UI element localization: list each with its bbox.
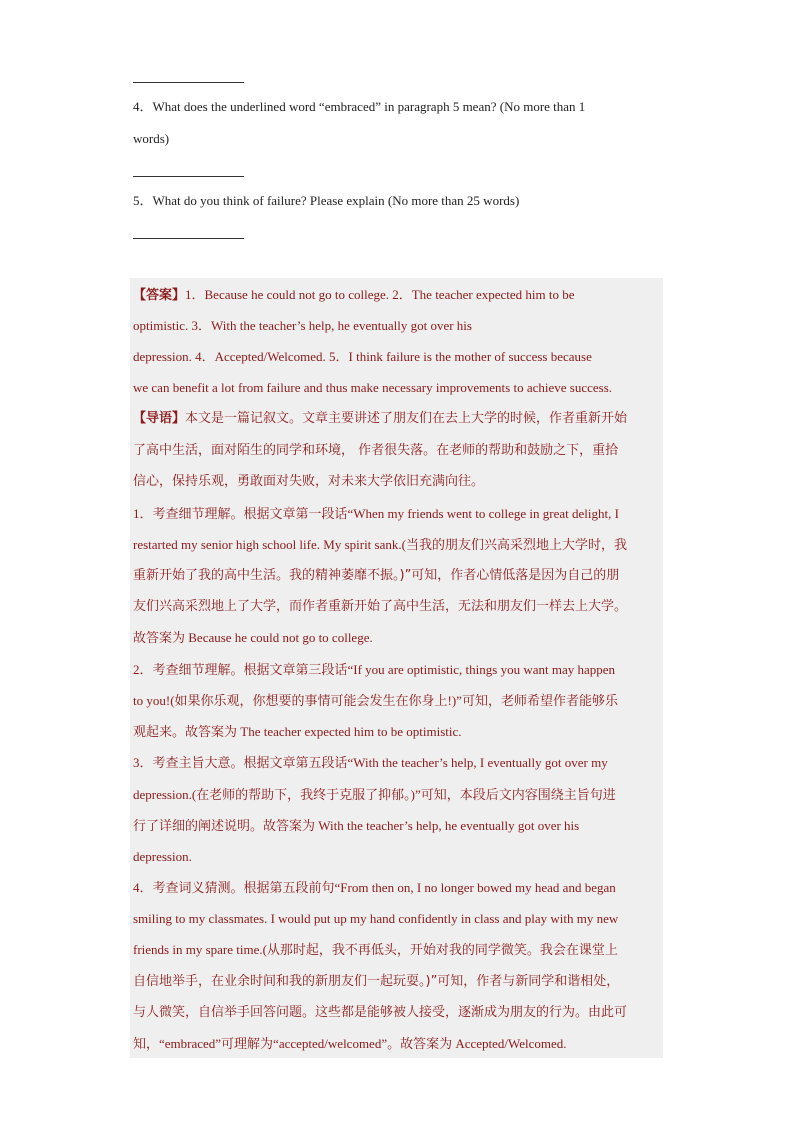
guide-line-1: 【导语】本文是一篇记叙文。文章主要讲述了朋友们在去上大学的时候，作者重新开始 (133, 411, 628, 426)
explanation-2-line-2: to you!(如果你乐观，你想要的事情可能会发生在你身上!)”可知，老师希望作者能够乐 (133, 693, 618, 708)
explanation-2-line-3: 观起来。故答案为 The teacher expected him to be optimistic. (133, 724, 462, 739)
explanation-1-line-5: 故答案为 Because he could not go to college. (133, 630, 373, 645)
explanation-2-line-1: 2．考查细节理解。根据文章第三段话“If you are optimistic, things you want may happen (133, 662, 616, 677)
explanation-3-line-2: depression.(在老师的帮助下，我终于克服了抑郁。)”可知，本段后文内容围绕主旨句进 (133, 787, 616, 802)
answer-tag: 【答案】 (133, 288, 186, 303)
explanation-4-line-3: friends in my spare time.(从那时起，我不再低头，开始对我的同学微笑。我会在课堂上 (133, 942, 618, 957)
answer-line-4: we can benefit a lot from failure and thus make necessary improvements to achieve success. (133, 380, 613, 395)
guide-line-3: 信心，保持乐观，勇敢面对失败，对未来大学依旧充满向往。 (133, 474, 485, 489)
explanation-4-line-2: smiling to my classmates. I would put up my hand confidently in class and play with my new (133, 911, 619, 926)
answer-blank-line-5 (133, 238, 244, 239)
answer-blank-line-4 (133, 176, 244, 177)
question-4-text: 4．What does the underlined word “embraced” in paragraph 5 mean? (No more than 1 (133, 99, 586, 114)
answer-line-3: depression. 4．Accepted/Welcomed. 5．I think failure is the mother of success because (133, 349, 592, 364)
explanation-3-line-1: 3．考查主旨大意。根据文章第五段话“With the teacher’s help, I eventually got over my (133, 755, 608, 770)
explanation-4-line-4: 自信地举手，在业余时间和我的新朋友们一起玩耍。)”可知，作者与新同学和谐相处， (133, 974, 620, 989)
question-5-text: 5．What do you think of failure? Please explain (No more than 25 words) (133, 193, 520, 208)
answer-line-1: 【答案】1．Because he could not go to college. 2．The teacher expected him to be (133, 287, 575, 303)
explanation-1-line-1: 1．考查细节理解。根据文章第一段话“When my friends went to college in great delight, I (133, 506, 619, 521)
explanation-3-line-4: depression. (133, 849, 192, 864)
guide-line-2: 了高中生活，面对陌生的同学和环境， 作者很失落。在老师的帮助和鼓励之下，重拾 (133, 443, 619, 458)
explanation-1-line-3: 重新开始了我的高中生活。我的精神萎靡不振。)”可知，作者心情低落是因为自己的朋 (133, 568, 620, 583)
explanation-1-line-2: restarted my senior high school life. My spirit sank.(当我的朋友们兴高采烈地上大学时，我 (133, 537, 627, 552)
explanation-1-line-4: 友们兴高采烈地上了大学，而作者重新开始了高中生活，无法和朋友们一样去上大学。 (133, 599, 628, 614)
explanation-4-line-5: 与人微笑，自信举手回答问题。这些都是能够被人接受，逐渐成为朋友的行为。由此可 (133, 1005, 628, 1020)
explanation-4-line-1: 4．考查词义猜测。根据第五段前句“From then on, I no longer bowed my head and began (133, 880, 616, 895)
guide-tag: 【导语】 (133, 411, 186, 426)
explanation-4-line-6: 知，“embraced”可理解为“accepted/welcomed”。故答案为 Accepted/Welcomed. (133, 1036, 567, 1051)
question-4-text-cont: words) (133, 131, 170, 146)
answer-blank-line-3 (133, 82, 244, 83)
answer-line-2: optimistic. 3．With the teacher’s help, he eventually got over his (133, 318, 472, 333)
explanation-3-line-3: 行了详细的阐述说明。故答案为 With the teacher’s help, he eventually got over his (133, 818, 580, 833)
